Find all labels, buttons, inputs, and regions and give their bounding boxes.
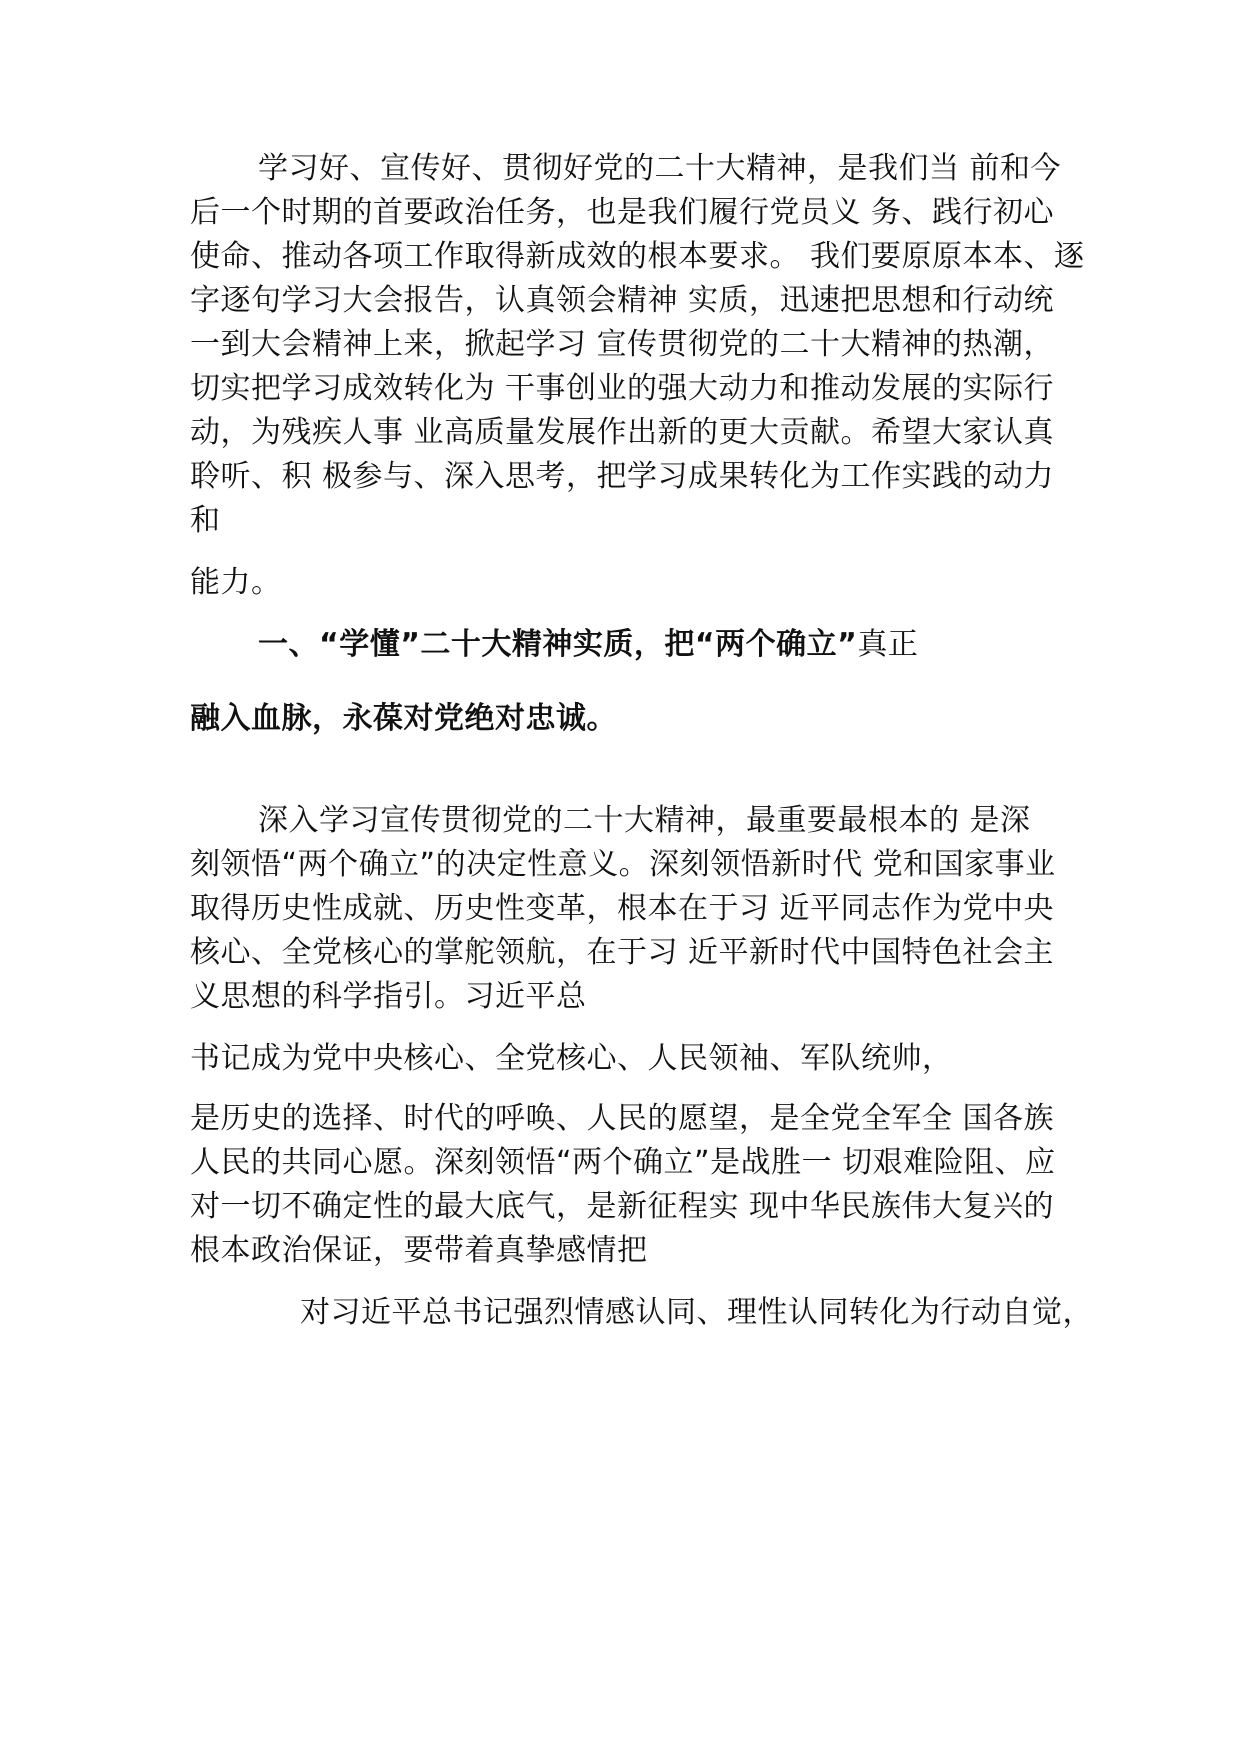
section-heading-bold-part: 一、“学懂”二十大精神实质，把“两个确立” xyxy=(258,627,858,662)
paragraph-1-line-3: 使命、推动各项工作取得新成效的根本要求。 我们要原原本本、逐 xyxy=(190,239,1085,274)
paragraph-1-line-5: 一到大会精神上来，掀起学习 宣传贯彻党的二十大精神的热潮， xyxy=(190,327,1055,362)
paragraph-1-line-1: 学习好、宣传好、贯彻好党的二十大精神，是我们当 前和今 xyxy=(258,151,1062,186)
paragraph-2-line-8: 人民的共同心愿。深刻领悟“两个确立”是战胜一 切艰难险阻、应 xyxy=(190,1145,1056,1180)
paragraph-2-line-3: 取得历史性成就、历史性变革，根本在于习 近平同志作为党中央 xyxy=(190,891,1055,926)
paragraph-1-line-10: 能力。 xyxy=(190,565,282,600)
paragraph-2-line-2: 刻领悟“两个确立”的决定性意义。深刻领悟新时代 党和国家事业 xyxy=(190,847,1056,882)
paragraph-1-line-4: 字逐句学习大会报告，认真领会精神 实质，迅速把思想和行动统 xyxy=(190,283,1055,318)
paragraph-1-line-7: 动，为残疾人事 业高质量发展作出新的更大贡献。希望大家认真 xyxy=(190,415,1055,450)
section-heading-line-1 xyxy=(258,628,918,662)
paragraph-2-line-1: 深入学习宣传贯彻党的二十大精神，最重要最根本的 是深 xyxy=(258,803,1031,838)
paragraph-2-line-7: 是历史的选择、时代的呼唤、人民的愿望，是全党全军全 国各族 xyxy=(190,1101,1055,1136)
paragraph-1-line-2: 后一个时期的首要政治任务，也是我们履行党员义 务、践行初心 xyxy=(190,195,1055,230)
paragraph-2-line-5: 义思想的科学指引。习近平总 xyxy=(190,979,587,1014)
paragraph-2-line-10: 根本政治保证，要带着真挚感情把 xyxy=(190,1233,648,1268)
paragraph-2-line-11: 对习近平总书记强烈情感认同、理性认同转化为行动自觉， xyxy=(300,1295,1093,1330)
paragraph-2-line-9: 对一切不确定性的最大底气，是新征程实 现中华民族伟大复兴的 xyxy=(190,1189,1055,1224)
paragraph-1-line-6: 切实把学习成效转化为 干事创业的强大动力和推动发展的实际行 xyxy=(190,371,1055,406)
paragraph-1-line-8: 聆听、积 极参与、深入思考，把学习成果转化为工作实践的动力 xyxy=(190,459,1055,494)
paragraph-2-line-6: 书记成为党中央核心、全党核心、人民领袖、军队统帅， xyxy=(190,1041,953,1076)
section-heading-line-2: 融入血脉，永葆对党绝对忠诚。 xyxy=(190,701,617,736)
paragraph-2-line-4: 核心、全党核心的掌舵领航，在于习 近平新时代中国特色社会主 xyxy=(190,935,1055,970)
paragraph-1-line-9: 和 xyxy=(190,503,221,538)
section-heading-normal-part: 真正 xyxy=(857,627,919,662)
